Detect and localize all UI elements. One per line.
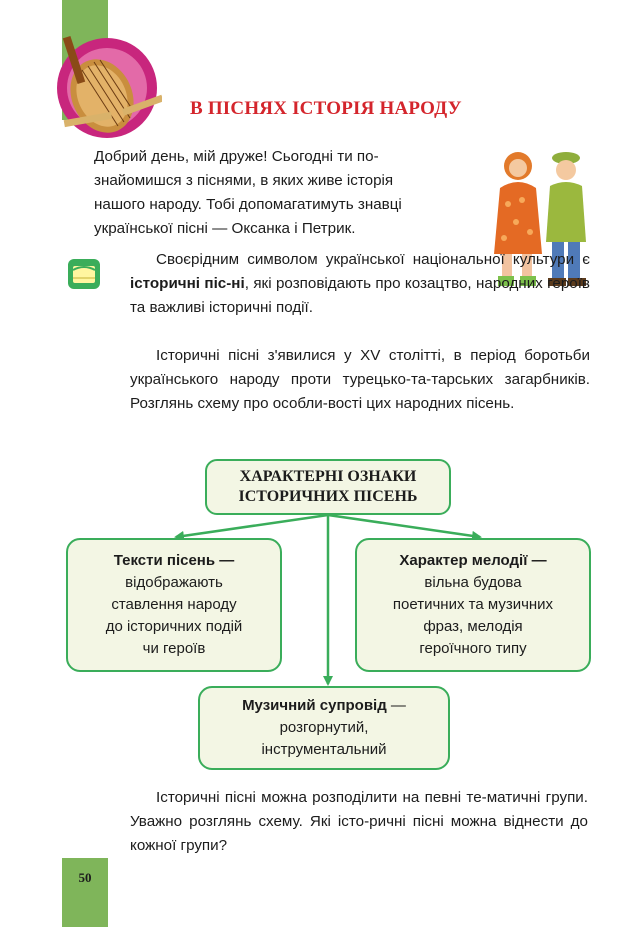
definition-paragraph <box>130 248 590 320</box>
accompaniment-box-title-row <box>242 695 406 717</box>
melody-box-title: Характер мелодії — <box>399 552 547 569</box>
history-text: Історичні пісні з'явилися у XV столітті, в період боротьби українського народу проти турецько-та-тарських загарбників. Розглянь схему про особли-вості цих народних пісень. <box>130 347 590 412</box>
lyrics-box-line-1: відображають <box>125 574 223 591</box>
arrow-to-right-box <box>328 515 480 537</box>
lyrics-box-title: Тексти пісень — <box>113 552 235 569</box>
history-paragraph <box>130 344 590 416</box>
accompaniment-box-title: Музичний супровід <box>242 697 387 714</box>
definition-term: історичні піс-ні <box>130 275 245 292</box>
diagram-box-melody <box>355 538 591 672</box>
book-icon <box>67 258 101 290</box>
melody-box-line-4: героїчного типу <box>419 640 527 657</box>
diagram-head-box <box>205 459 451 515</box>
melody-box-line-3: фраз, мелодія <box>423 618 523 635</box>
bandura-emblem-icon <box>52 30 162 142</box>
diagram-box-accompaniment <box>198 686 450 770</box>
diagram-head-line-1: ХАРАКТЕРНІ ОЗНАКИ <box>239 468 417 485</box>
decorative-green-strip-bottom <box>62 858 108 927</box>
intro-line-2: знайомишся з піснями, в яких живе історія <box>94 172 394 189</box>
page-title: В ПІСНЯХ ІСТОРІЯ НАРОДУ <box>190 98 462 119</box>
intro-line-1: Добрий день, мій друже! Сьогодні ти по- <box>94 148 379 165</box>
closing-paragraph <box>130 786 588 858</box>
intro-line-4: української пісні — Оксанка і Петрик. <box>94 220 356 237</box>
accompaniment-box-dash: — <box>386 697 406 714</box>
melody-box-line-2: поетичних та музичних <box>392 596 554 613</box>
page-number: 50 <box>78 870 92 885</box>
lyrics-box-line-3: до історичних подій <box>105 618 243 635</box>
closing-text: Історичні пісні можна розподілити на певні те-матичні групи. Уважно розглянь схему. Які істо-ричні пісні можна віднести до кожної групи? <box>130 789 588 854</box>
accompaniment-box-line-1: розгорнутий, <box>279 719 369 736</box>
lyrics-box-line-2: ставлення народу <box>111 596 237 613</box>
diagram-box-lyrics <box>66 538 282 672</box>
accompaniment-box-line-2: інструментальний <box>261 741 387 758</box>
lyrics-box-line-4: чи героїв <box>142 640 206 657</box>
intro-paragraph <box>94 145 478 241</box>
intro-line-3: нашого народу. Тобі допомагатимуть знавці <box>94 196 402 213</box>
melody-box-line-1: вільна будова <box>424 574 522 591</box>
definition-text-before: Своєрідним символом української національної культури є <box>156 251 590 268</box>
arrow-to-left-box <box>176 515 328 537</box>
definition-text-after: , які розповідають про козацтво, народних героїв та важливі історичні події. <box>130 275 591 316</box>
diagram-head-line-2: ІСТОРИЧНИХ ПІСЕНЬ <box>238 488 418 505</box>
